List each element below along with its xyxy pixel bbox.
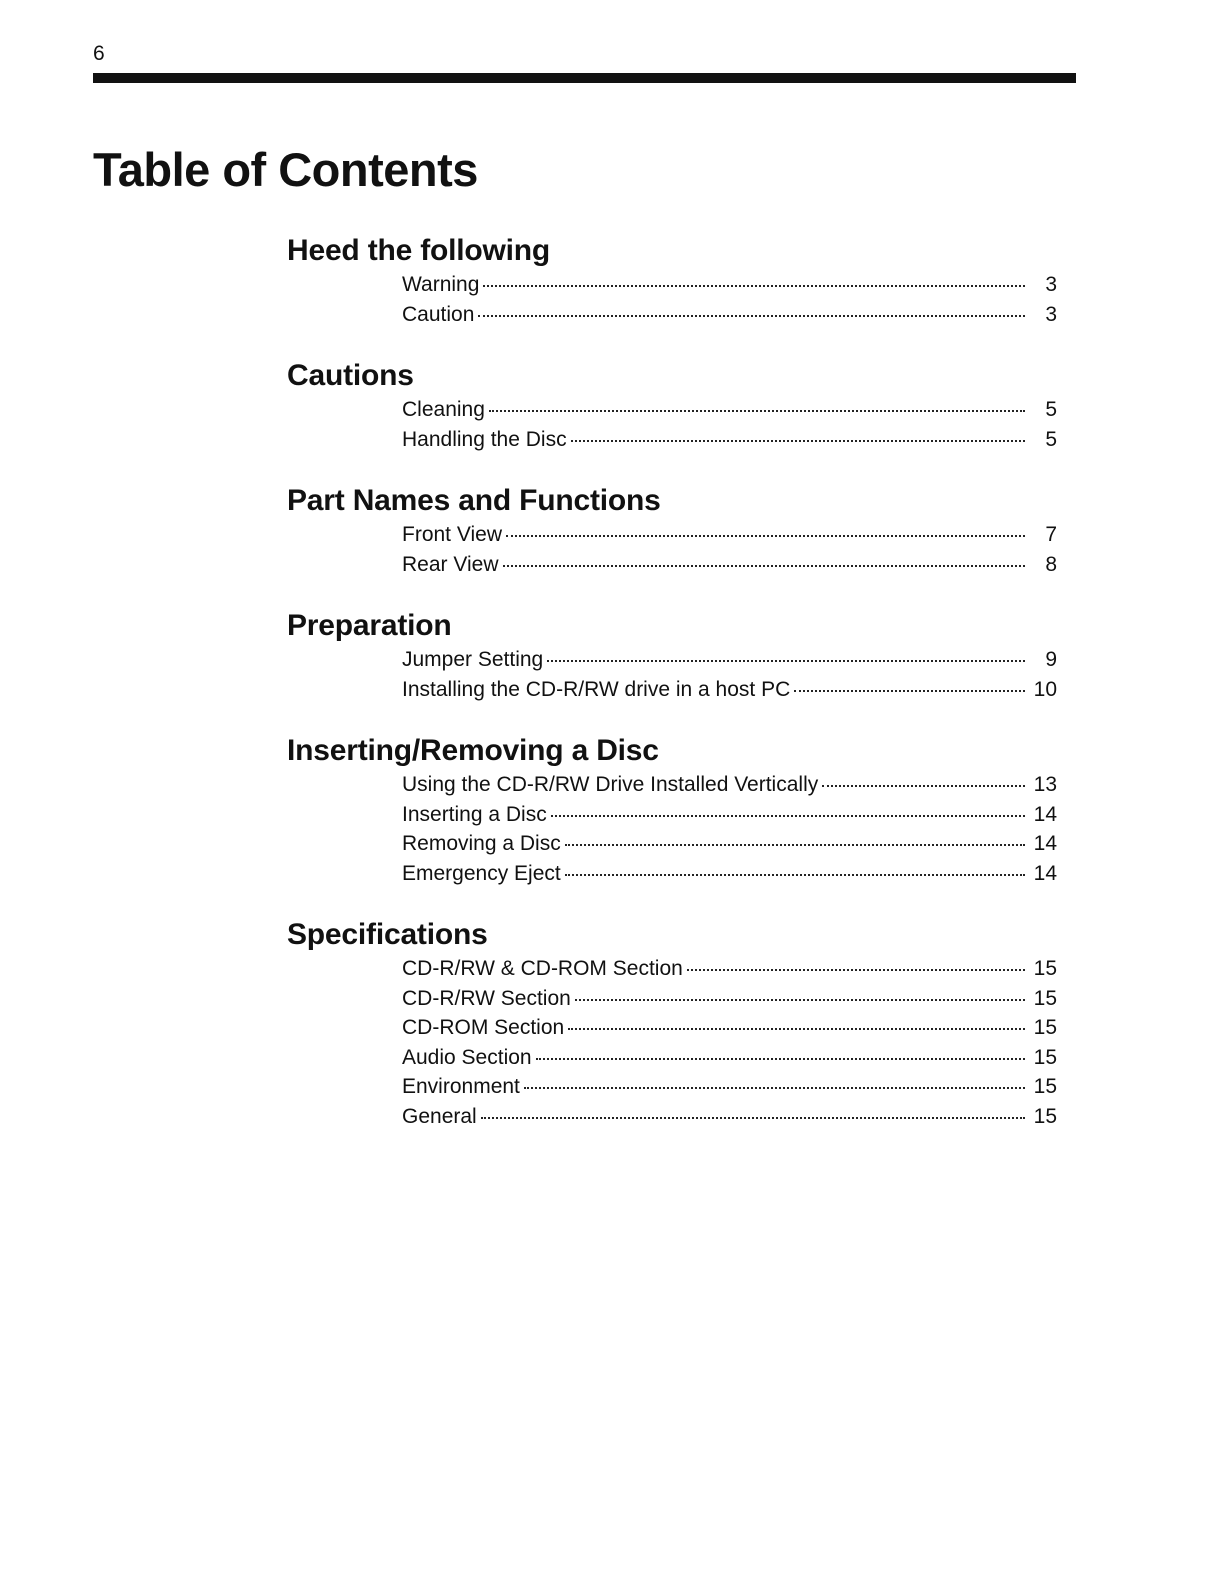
toc-entry xyxy=(402,770,1057,800)
section-heading: Cautions xyxy=(287,359,414,392)
header-rule xyxy=(93,73,1076,83)
table-of-contents xyxy=(287,232,1057,1159)
toc-entry xyxy=(402,520,1057,550)
toc-entry-page-number: 15 xyxy=(1033,957,1057,980)
dot-leader xyxy=(575,999,1025,1001)
toc-entry xyxy=(402,829,1057,859)
toc-entry xyxy=(402,800,1057,830)
toc-entry xyxy=(402,395,1057,425)
toc-entry-label: CD-R/RW & CD-ROM Section xyxy=(402,957,683,980)
toc-entry-label: Caution xyxy=(402,302,475,326)
toc-entry-page-number: 13 xyxy=(1033,773,1057,796)
section-heading: Preparation xyxy=(287,609,452,642)
toc-entry-label: Rear View xyxy=(402,552,499,576)
toc-entry-label: CD-ROM Section xyxy=(402,1016,565,1039)
toc-entry-label: Handling the Disc xyxy=(402,427,567,451)
dot-leader xyxy=(568,1028,1025,1030)
dot-leader xyxy=(524,1087,1025,1089)
dot-leader xyxy=(687,969,1025,971)
section-heading: Part Names and Functions xyxy=(287,484,661,517)
section-heading: Inserting/Removing a Disc xyxy=(287,734,659,767)
toc-entry-page-number: 7 xyxy=(1045,523,1057,546)
toc-entry-list xyxy=(287,770,1057,888)
toc-entry xyxy=(402,954,1057,984)
toc-entry-label: Removing a Disc xyxy=(402,832,561,855)
toc-section xyxy=(287,357,1057,454)
toc-entry-label: Using the CD-R/RW Drive Installed Vertically xyxy=(402,773,819,796)
toc-entry-list xyxy=(287,645,1057,704)
toc-entry-page-number: 15 xyxy=(1033,1045,1057,1069)
dot-leader xyxy=(478,315,1025,317)
page-number: 6 xyxy=(93,42,105,65)
dot-leader xyxy=(481,1117,1025,1119)
toc-entry-label: Environment xyxy=(402,1075,520,1098)
toc-entry-list xyxy=(287,520,1057,579)
dot-leader xyxy=(483,285,1025,287)
toc-entry-label: Inserting a Disc xyxy=(402,802,547,826)
dot-leader xyxy=(822,785,1025,787)
toc-entry xyxy=(402,1102,1057,1132)
toc-entry-label: Installing the CD-R/RW drive in a host PC xyxy=(402,677,791,701)
section-heading: Specifications xyxy=(287,918,488,951)
toc-entry-label: Warning xyxy=(402,273,480,296)
toc-entry-list xyxy=(287,954,1057,1131)
dot-leader xyxy=(536,1058,1025,1060)
dot-leader xyxy=(547,660,1025,662)
toc-entry xyxy=(402,1043,1057,1073)
page-title: Table of Contents xyxy=(93,143,478,196)
toc-entry-label: Audio Section xyxy=(402,1045,532,1069)
toc-entry-label: Front View xyxy=(402,523,502,546)
toc-entry-page-number: 5 xyxy=(1045,427,1057,451)
toc-entry-page-number: 3 xyxy=(1045,273,1057,296)
dot-leader xyxy=(551,815,1025,817)
dot-leader xyxy=(503,565,1026,567)
toc-entry-label: Cleaning xyxy=(402,398,485,421)
toc-entry-label: CD-R/RW Section xyxy=(402,986,571,1010)
toc-entry-page-number: 14 xyxy=(1033,832,1057,855)
toc-entry xyxy=(402,270,1057,300)
toc-entry xyxy=(402,984,1057,1014)
dot-leader xyxy=(571,440,1025,442)
section-heading: Heed the following xyxy=(287,234,551,267)
toc-entry xyxy=(402,645,1057,675)
toc-entry xyxy=(402,1072,1057,1102)
toc-entry-page-number: 15 xyxy=(1033,1075,1057,1098)
toc-entry xyxy=(402,1013,1057,1043)
toc-entry-label: Jumper Setting xyxy=(402,648,544,671)
toc-entry xyxy=(402,425,1057,455)
dot-leader xyxy=(565,874,1025,876)
toc-section xyxy=(287,607,1057,704)
toc-entry-page-number: 9 xyxy=(1045,648,1057,671)
toc-entry xyxy=(402,859,1057,889)
toc-entry-page-number: 3 xyxy=(1045,302,1057,326)
toc-entry-page-number: 15 xyxy=(1033,1016,1057,1039)
toc-entry-page-number: 15 xyxy=(1033,986,1057,1010)
dot-leader xyxy=(506,535,1025,537)
toc-entry-list xyxy=(287,270,1057,329)
dot-leader xyxy=(565,844,1025,846)
toc-entry-page-number: 15 xyxy=(1033,1104,1057,1128)
dot-leader xyxy=(794,690,1025,692)
toc-entry-page-number: 10 xyxy=(1033,677,1057,701)
toc-entry-list xyxy=(287,395,1057,454)
toc-section xyxy=(287,732,1057,888)
toc-section xyxy=(287,916,1057,1131)
toc-entry-page-number: 5 xyxy=(1045,398,1057,421)
toc-section xyxy=(287,482,1057,579)
toc-entry-page-number: 14 xyxy=(1033,861,1057,885)
toc-entry xyxy=(402,675,1057,705)
toc-entry-page-number: 8 xyxy=(1045,552,1057,576)
dot-leader xyxy=(489,410,1025,412)
toc-entry xyxy=(402,550,1057,580)
toc-entry xyxy=(402,300,1057,330)
toc-section xyxy=(287,232,1057,329)
toc-entry-label: Emergency Eject xyxy=(402,861,561,885)
toc-entry-label: General xyxy=(402,1104,477,1128)
toc-entry-page-number: 14 xyxy=(1033,802,1057,826)
